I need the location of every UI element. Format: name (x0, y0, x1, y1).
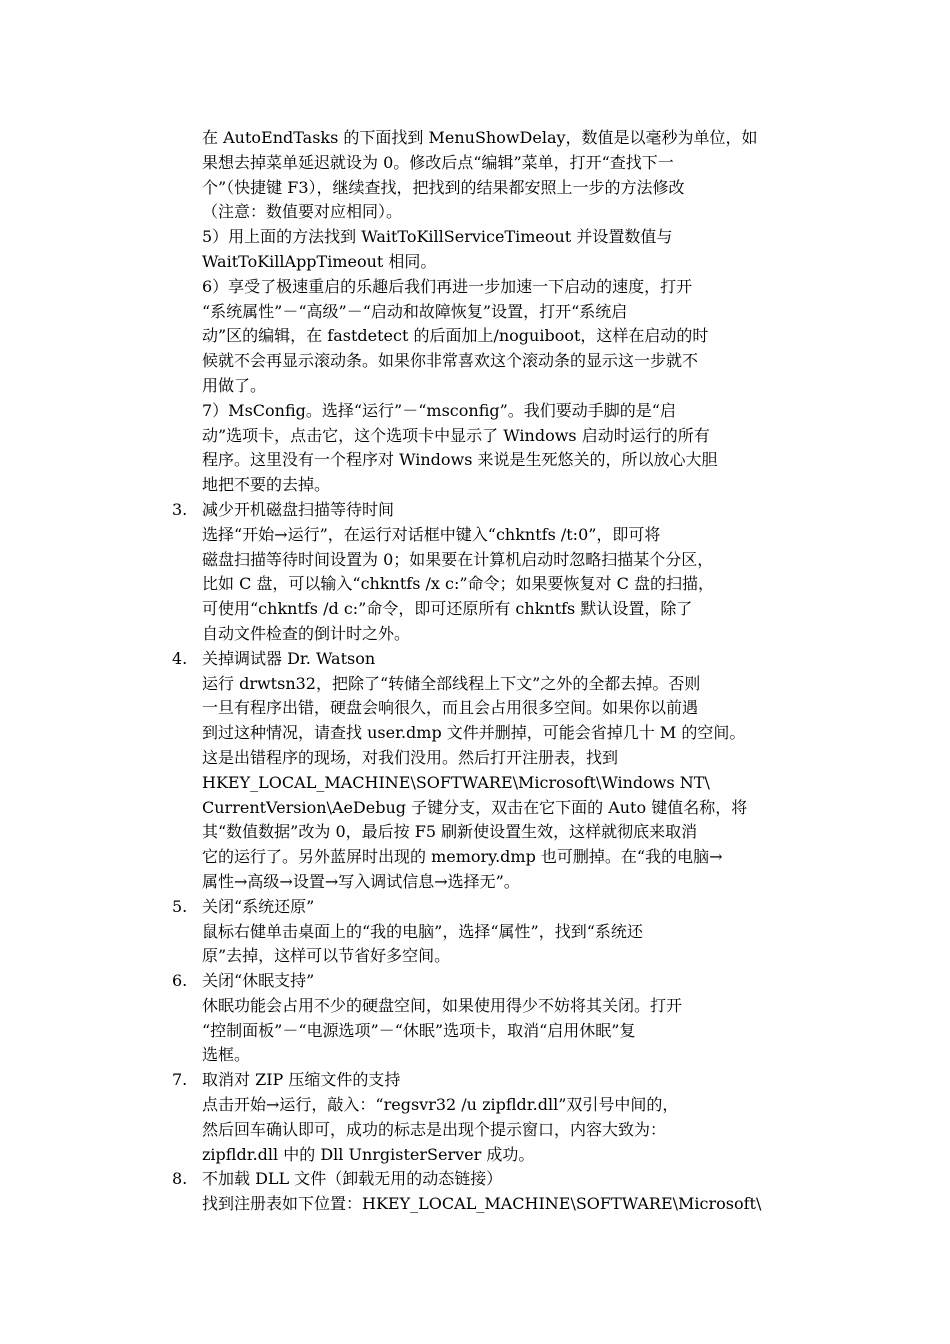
text-line: 用做了。 (202, 375, 267, 395)
list-item-3 (172, 498, 822, 647)
intro-paragraph (202, 126, 822, 225)
text-line: 运行 drwtsn32，把除了“转储全部线程上下文”之外的全都去掉。否则 (202, 673, 701, 693)
text-line: 到过这种情况，请查找 user.dmp 文件并删掉，可能会省掉几十 M 的空间。 (202, 723, 746, 743)
text-line: WaitToKillAppTimeout 相同。 (202, 251, 437, 271)
text-line: “控制面板”－“电源选项”－“休眠”选项卡，取消“启用休眠”复 (202, 1020, 636, 1040)
text-line: 6）享受了极速重启的乐趣后我们再进一步加速一下启动的速度，打开 (202, 276, 693, 296)
text-line: 程序。这里没有一个程序对 Windows 来说是生死悠关的，所以放心大胆 (202, 450, 718, 470)
text-line: CurrentVersion\AeDebug 子键分支，双击在它下面的 Auto 键值名称，将 (202, 797, 748, 817)
list-number: 5. (172, 896, 188, 916)
text-line: zipfldr.dll 中的 Dll UnrgisterServer 成功。 (202, 1144, 535, 1164)
text-line: 鼠标右健单击桌面上的“我的电脑”，选择“属性”，找到“系统还 (202, 921, 643, 941)
text-line: 一旦有程序出错，硬盘会响很久，而且会占用很多空间。如果你以前遇 (202, 698, 699, 718)
text-line: 点击开始→运行，敲入：“regsvr32 /u zipfldr.dll”双引号中间的， (202, 1095, 679, 1115)
text-line: 地把不要的去掉。 (202, 475, 331, 495)
text-line: 个”（快捷键 F3），继续查找，把找到的结果都安照上一步的方法修改 (202, 177, 685, 197)
list-item-7 (172, 1068, 822, 1167)
text-line: “系统属性”－“高级”－“启动和故障恢复”设置，打开“系统启 (202, 301, 628, 321)
list-item-4 (172, 647, 822, 895)
text-line: （注意：数值要对应相同）。 (202, 202, 403, 222)
text-line: 属性→高级→设置→写入调试信息→选择无”。 (202, 871, 520, 891)
list-item-title: 取消对 ZIP 压缩文件的支持 (202, 1070, 401, 1090)
list-number: 7. (172, 1070, 188, 1090)
text-line: 候就不会再显示滚动条。如果你非常喜欢这个滚动条的显示这一步就不 (202, 351, 699, 371)
list-number: 3. (172, 499, 188, 519)
text-line: 可使用“chkntfs /d c:”命令，即可还原所有 chkntfs 默认设置，除了 (202, 599, 693, 619)
list-number: 8. (172, 1169, 188, 1189)
text-line: 找到注册表如下位置：HKEY_LOCAL_MACHINE\SOFTWARE\Microsoft\ (202, 1194, 762, 1214)
text-line: 动”选项卡，点击它，这个选项卡中显示了 Windows 启动时运行的所有 (202, 425, 710, 445)
list-item-title: 关闭“休眠支持” (202, 971, 315, 991)
step-6-paragraph (202, 275, 822, 399)
list-item-8 (172, 1167, 822, 1217)
text-line: 7）MsConfig。选择“运行”－“msconfig”。我们要动手脚的是“启 (202, 400, 676, 420)
text-line: 在 AutoEndTasks 的下面找到 MenuShowDelay，数值是以毫秒为单位，如 (202, 128, 758, 147)
text-line: 其“数值数据”改为 0，最后按 F5 刷新使设置生效，这样就彻底来取消 (202, 822, 698, 842)
list-item-title: 减少开机磁盘扫描等待时间 (202, 499, 395, 519)
text-line: 自动文件检查的倒计时之外。 (202, 623, 411, 643)
text-line: HKEY_LOCAL_MACHINE\SOFTWARE\Microsoft\Windows NT\ (202, 772, 710, 792)
list-item-title: 不加载 DLL 文件（卸载无用的动态链接） (202, 1169, 503, 1189)
list-item-title: 关闭“系统还原” (202, 896, 315, 916)
text-line: 动”区的编辑，在 fastdetect 的后面加上/noguiboot，这样在启动的时 (202, 326, 709, 346)
list-item-5 (172, 895, 822, 969)
step-7-paragraph (202, 399, 822, 498)
text-line: 然后回车确认即可，成功的标志是出现个提示窗口，内容大致为： (202, 1119, 667, 1139)
text-line: 5）用上面的方法找到 WaitToKillServiceTimeout 并设置数值与 (202, 227, 673, 247)
text-line: 选择“开始→运行”，在运行对话框中键入“chkntfs /t:0”，即可将 (202, 524, 661, 544)
text-line: 比如 C 盘，可以输入“chkntfs /x c:”命令；如果要恢复对 C 盘的扫描， (202, 574, 714, 594)
text-line: 果想去掉菜单延迟就设为 0。修改后点“编辑”菜单，打开“查找下一 (202, 152, 674, 172)
text-line: 这是出错程序的现场，对我们没用。然后打开注册表，找到 (202, 747, 619, 767)
step-5-paragraph (202, 225, 822, 275)
list-number: 6. (172, 971, 188, 991)
text-line: 磁盘扫描等待时间设置为 0；如果要在计算机启动时忽略扫描某个分区， (202, 549, 714, 569)
text-line: 选框。 (202, 1045, 251, 1065)
list-item-title: 关掉调试器 Dr. Watson (202, 648, 376, 668)
text-line: 休眠功能会占用不少的硬盘空间，如果使用得少不妨将其关闭。打开 (202, 995, 683, 1015)
text-line: 它的运行了。另外蓝屏时出现的 memory.dmp 也可删掉。在“我的电脑→ (202, 847, 723, 867)
text-line: 原”去掉，这样可以节省好多空间。 (202, 946, 451, 966)
list-item-6 (172, 969, 822, 1068)
document-body (172, 126, 822, 1217)
list-number: 4. (172, 648, 188, 668)
